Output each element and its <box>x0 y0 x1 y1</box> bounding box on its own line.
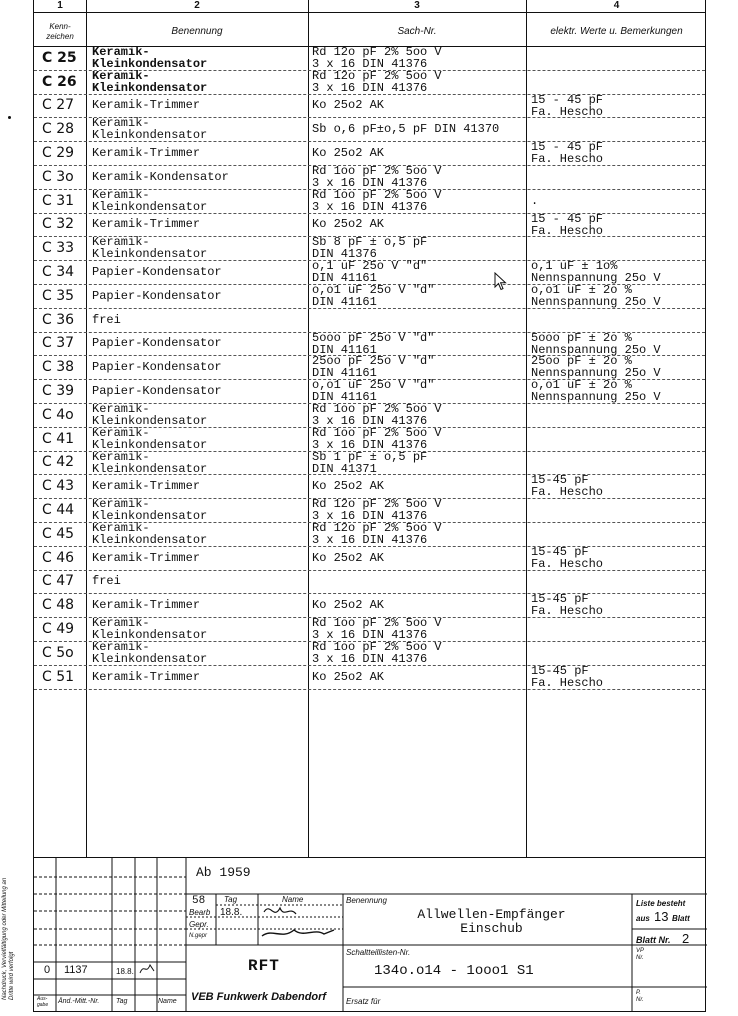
part-number <box>312 355 527 379</box>
column-number-2: 2 <box>194 0 200 11</box>
part-number-line: Rd 12o pF 2% 5oo V <box>312 44 442 59</box>
table-row <box>34 593 705 617</box>
part-remarks-line: Fa. Hescho <box>531 104 604 119</box>
table-row <box>34 617 705 641</box>
part-name-line: Keramik-Trimmer <box>92 669 201 684</box>
part-name <box>92 546 307 570</box>
part-name <box>92 498 307 522</box>
part-number-line: 3 x 16 DIN 41376 <box>312 628 428 643</box>
liste-label-3: Blatt <box>672 914 690 923</box>
part-name-line: Keramik-Trimmer <box>92 146 201 161</box>
part-number-line: Ko 25o2 AK <box>312 98 385 113</box>
part-name <box>92 665 307 689</box>
table-row <box>34 403 705 427</box>
mouse-pointer-icon <box>494 272 508 292</box>
part-remarks-line: Nennspannung 25o V <box>531 271 661 286</box>
company-name: VEB Funkwerk Dabendorf <box>191 991 327 1003</box>
part-remarks <box>531 189 707 213</box>
title-line-2: Einschub <box>460 921 523 936</box>
name-label: Name <box>158 998 177 1005</box>
part-name-line: Keramik- <box>92 520 150 535</box>
part-id: C 46 <box>42 549 75 566</box>
part-number-line: Ko 25o2 AK <box>312 479 385 494</box>
part-number-line: 3 x 16 DIN 41376 <box>312 175 428 190</box>
part-id: C 34 <box>42 264 75 281</box>
part-remarks <box>531 355 707 379</box>
part-number <box>312 70 527 94</box>
part-name-line: frei <box>92 574 121 589</box>
ausgabe-label: Aus- gabe <box>37 996 49 1008</box>
part-name-line: Keramik- <box>92 235 150 250</box>
part-id: C 36 <box>42 311 75 328</box>
part-name <box>92 427 307 451</box>
header-bemerkungen: elektr. Werte u. Bemerkungen <box>550 26 683 37</box>
part-name <box>92 593 307 617</box>
part-name-line: Kleinkondensator <box>92 199 208 214</box>
part-remarks-line: o,o1 uF ± 2o % <box>531 378 632 393</box>
part-id: C 4o <box>42 406 74 423</box>
table-row <box>34 522 705 546</box>
part-name-line: Kleinkondensator <box>92 128 208 143</box>
part-number <box>312 332 527 356</box>
liste-label-2: aus <box>636 914 650 923</box>
part-id: C 29 <box>42 145 75 162</box>
table-row <box>34 284 705 308</box>
column-number-4: 4 <box>613 0 620 11</box>
part-name-line: Papier-Kondensator <box>92 384 222 399</box>
part-number <box>312 427 527 451</box>
part-number-line: Sb 1 pF ± o,5 pF <box>312 449 428 464</box>
header-benennung: Benennung <box>171 26 223 37</box>
part-remarks <box>531 474 707 498</box>
part-name-line: Keramik-Trimmer <box>92 479 201 494</box>
part-name-line: Keramik- <box>92 425 150 440</box>
part-number <box>312 617 527 641</box>
table-row <box>34 236 705 260</box>
part-number-line: Ko 25o2 AK <box>312 669 385 684</box>
gepr-label: Gepr. <box>189 920 209 929</box>
part-remarks <box>531 522 707 546</box>
part-number <box>312 570 527 594</box>
vp-label: VP Nr. <box>636 948 645 961</box>
part-name <box>92 451 307 475</box>
part-name-line: Keramik-Trimmer <box>92 598 201 613</box>
col-name-label: Name <box>282 895 304 904</box>
title-block <box>34 857 707 1012</box>
table-row <box>34 141 705 165</box>
part-name-line: Keramik- <box>92 616 150 631</box>
part-id: C 31 <box>42 192 75 209</box>
part-name-line: Keramik- <box>92 68 150 83</box>
part-number-line: 25oo pF 25o V "d" <box>312 354 435 369</box>
part-name <box>92 46 307 70</box>
part-name <box>92 70 307 94</box>
part-name-line: Keramik- <box>92 497 150 512</box>
part-name <box>92 379 307 403</box>
change-signature <box>138 961 156 977</box>
date-year: 58 <box>192 895 206 907</box>
part-name-line: Kleinkondensator <box>92 461 208 476</box>
part-name-line: Kleinkondensator <box>92 651 208 666</box>
part-number-line: Rd 12o pF 2% 5oo V <box>312 520 442 535</box>
part-remarks-line: . <box>531 193 539 208</box>
part-id: C 38 <box>42 359 75 376</box>
part-number <box>312 665 527 689</box>
title-line-1: Allwellen-Empfänger <box>417 907 566 922</box>
table-row <box>34 665 705 689</box>
part-id: C 41 <box>42 430 75 447</box>
part-name <box>92 522 307 546</box>
liste-count: 13 <box>654 909 669 924</box>
part-name-line: Papier-Kondensator <box>92 336 222 351</box>
rft-logo: RFT <box>248 957 280 975</box>
part-name-line: Keramik- <box>92 44 150 59</box>
part-number-line: 3 x 16 DIN 41376 <box>312 509 428 524</box>
part-name-line: Kleinkondensator <box>92 247 208 262</box>
part-number-line: Rd 12o pF 2% 5oo V <box>312 68 442 83</box>
copyright-side-note-text: Nachdruck, Vervielfältigung oder Mitteilung an Dritte wird verfolgt <box>2 877 15 1000</box>
part-remarks <box>531 593 707 617</box>
part-number-line: 3 x 16 DIN 41376 <box>312 56 428 71</box>
part-remarks-line: Fa. Hescho <box>531 604 604 619</box>
aend-label: Änd.-Mitt.-Nr. <box>58 998 100 1005</box>
table-row <box>34 189 705 213</box>
table-row <box>34 308 705 332</box>
part-name <box>92 260 307 284</box>
part-id: C 28 <box>42 121 75 138</box>
part-number <box>312 498 527 522</box>
part-name-line: Keramik- <box>92 116 150 131</box>
part-number-line: Sb 8 pF ± o,5 pF <box>312 235 428 250</box>
part-number <box>312 141 527 165</box>
part-id: C 49 <box>42 621 75 638</box>
part-name <box>92 284 307 308</box>
part-number-line: DIN 41161 <box>312 271 377 286</box>
part-name <box>92 165 307 189</box>
part-id: C 3o <box>42 168 74 185</box>
part-name-line: Papier-Kondensator <box>92 288 222 303</box>
part-id: C 48 <box>42 597 75 614</box>
norm-label: N.gepr <box>189 933 208 939</box>
copyright-side-note <box>2 870 16 1000</box>
part-number <box>312 308 527 332</box>
part-id: C 32 <box>42 216 75 233</box>
part-id: C 35 <box>42 287 75 304</box>
part-number-line: Ko 25o2 AK <box>312 598 385 613</box>
part-number <box>312 522 527 546</box>
part-remarks <box>531 284 707 308</box>
part-number <box>312 403 527 427</box>
header-kennzeichen: Kenn- zeichen <box>46 22 74 41</box>
part-remarks <box>531 570 707 594</box>
part-name-line: Keramik- <box>92 449 150 464</box>
header-sach-nr: Sach-Nr. <box>397 26 437 37</box>
part-name <box>92 236 307 260</box>
part-name-line: Keramik-Trimmer <box>92 217 201 232</box>
part-remarks-line: 25oo pF ± 2o % <box>531 354 632 369</box>
part-name <box>92 617 307 641</box>
part-name-line: Kleinkondensator <box>92 437 208 452</box>
part-remarks <box>531 308 707 332</box>
part-remarks-line: Nennspannung 25o V <box>531 342 661 357</box>
part-name <box>92 117 307 141</box>
part-name-line: Keramik- <box>92 639 150 654</box>
part-id: C 25 <box>42 49 77 66</box>
part-number-line: 5ooo pF 25o V "d" <box>312 330 435 345</box>
part-remarks-line: 15 - 45 pF <box>531 92 604 107</box>
part-remarks <box>531 451 707 475</box>
part-name-line: Keramik-Kondensator <box>92 169 229 184</box>
blatt-number: 2 <box>682 931 690 946</box>
part-number-line: Ko 25o2 AK <box>312 217 385 232</box>
part-number <box>312 236 527 260</box>
part-number-line: DIN 41161 <box>312 342 377 357</box>
part-remarks <box>531 94 707 118</box>
part-number-line: Rd 1oo pF 2% 5oo V <box>312 401 442 416</box>
part-number-line: o,o1 uF 25o V "d" <box>312 282 435 297</box>
part-remarks <box>531 70 707 94</box>
table-row <box>34 117 705 141</box>
column-number-1: 1 <box>57 0 63 11</box>
part-name <box>92 403 307 427</box>
part-remarks-line: Nennspannung 25o V <box>531 390 661 405</box>
bearb-date: 18.8. <box>220 907 243 918</box>
part-remarks <box>531 260 707 284</box>
table-row <box>34 332 705 356</box>
part-remarks <box>531 332 707 356</box>
part-name-line: Keramik-Trimmer <box>92 98 201 113</box>
table-row <box>34 427 705 451</box>
part-remarks-line: o,1 uF ± 1o% <box>531 259 618 274</box>
part-name <box>92 332 307 356</box>
part-name-line: Kleinkondensator <box>92 532 208 547</box>
part-number-line: o,1 uF 25o V "d" <box>312 259 428 274</box>
part-number <box>312 165 527 189</box>
part-number-line: 3 x 16 DIN 41376 <box>312 651 428 666</box>
table-row <box>34 46 705 70</box>
part-remarks <box>531 213 707 237</box>
part-number <box>312 117 527 141</box>
part-remarks-line: 15-45 pF <box>531 592 589 607</box>
signature-marks <box>260 902 340 946</box>
part-number-line: Ko 25o2 AK <box>312 146 385 161</box>
part-number <box>312 213 527 237</box>
part-name-line: Kleinkondensator <box>92 80 208 95</box>
part-number <box>312 641 527 665</box>
part-name-line: frei <box>92 312 121 327</box>
change-index: 0 <box>44 964 51 976</box>
change-number: 1137 <box>64 964 88 976</box>
part-id: C 47 <box>42 573 75 590</box>
table-row <box>34 355 705 379</box>
table-row <box>34 570 705 594</box>
part-remarks <box>531 546 707 570</box>
part-remarks <box>531 427 707 451</box>
part-name <box>92 355 307 379</box>
part-number-line: 3 x 16 DIN 41376 <box>312 80 428 95</box>
parts-list-sheet <box>33 0 706 1012</box>
table-row <box>34 451 705 475</box>
change-day: 18.8. <box>116 967 134 976</box>
part-number <box>312 451 527 475</box>
column-number-3: 3 <box>414 0 420 11</box>
part-name <box>92 141 307 165</box>
table-row <box>34 546 705 570</box>
part-remarks-line: 5ooo pF ± 2o % <box>531 330 632 345</box>
p-label: P. Nr. <box>636 990 644 1003</box>
part-id: C 37 <box>42 335 75 352</box>
blatt-label: Blatt Nr. <box>636 935 671 945</box>
part-id: C 39 <box>42 383 75 400</box>
part-remarks-line: 15 - 45 pF <box>531 140 604 155</box>
part-remarks-line: 15-45 pF <box>531 473 589 488</box>
part-number <box>312 94 527 118</box>
part-number <box>312 546 527 570</box>
part-name-line: Keramik-Trimmer <box>92 550 201 565</box>
part-name <box>92 474 307 498</box>
part-number <box>312 474 527 498</box>
liste-label-1: Liste besteht <box>636 899 686 908</box>
part-remarks-line: 15-45 pF <box>531 663 589 678</box>
part-remarks-line: Fa. Hescho <box>531 485 604 500</box>
part-remarks <box>531 641 707 665</box>
part-remarks <box>531 165 707 189</box>
part-remarks <box>531 665 707 689</box>
part-id: C 5o <box>42 644 74 661</box>
table-row <box>34 70 705 94</box>
part-name <box>92 94 307 118</box>
part-number <box>312 46 527 70</box>
tag-label: Tag <box>116 998 128 1005</box>
part-name-line: Kleinkondensator <box>92 509 208 524</box>
table-row <box>34 379 705 403</box>
part-number-line: DIN 41376 <box>312 247 377 262</box>
part-number-line: Rd 1oo pF 2% 5oo V <box>312 163 442 178</box>
part-name-line: Papier-Kondensator <box>92 265 222 280</box>
part-number <box>312 593 527 617</box>
part-remarks-line: o,o1 uF ± 2o % <box>531 282 632 297</box>
part-remarks <box>531 236 707 260</box>
part-name <box>92 189 307 213</box>
part-number-line: 3 x 16 DIN 41376 <box>312 199 428 214</box>
schaltteilliste-label: Schaltteillisten-Nr. <box>346 948 411 957</box>
part-remarks <box>531 498 707 522</box>
part-name <box>92 308 307 332</box>
schaltteilliste-nr: 134o.o14 - 1ooo1 S1 <box>374 963 534 979</box>
part-number-line: Rd 1oo pF 2% 5oo V <box>312 616 442 631</box>
row-divider <box>34 689 705 690</box>
part-id: C 44 <box>42 502 75 519</box>
part-name <box>92 641 307 665</box>
part-number-line: Rd 1oo pF 2% 5oo V <box>312 187 442 202</box>
ersatz-label: Ersatz für <box>346 997 381 1006</box>
table-row <box>34 474 705 498</box>
part-id: C 42 <box>42 454 75 471</box>
part-number-line: Rd 1oo pF 2% 5oo V <box>312 425 442 440</box>
part-number-line: 3 x 16 DIN 41376 <box>312 532 428 547</box>
table-row <box>34 165 705 189</box>
table-row <box>34 641 705 665</box>
benennung-label: Benennung <box>346 896 387 905</box>
part-remarks <box>531 141 707 165</box>
part-number-line: DIN 41371 <box>312 461 377 476</box>
part-number <box>312 379 527 403</box>
part-remarks-line: Nennspannung 25o V <box>531 366 661 381</box>
part-number-line: Ko 25o2 AK <box>312 550 385 565</box>
part-remarks-line: 15-45 pF <box>531 544 589 559</box>
divider <box>34 12 705 13</box>
part-id: C 26 <box>42 73 77 90</box>
margin-dot <box>8 116 11 119</box>
part-number-line: 3 x 16 DIN 41376 <box>312 413 428 428</box>
part-number-line: 3 x 16 DIN 41376 <box>312 437 428 452</box>
part-id: C 33 <box>42 240 75 257</box>
revision-stamp: Ab 1959 <box>196 865 251 880</box>
part-id: C 45 <box>42 525 75 542</box>
part-id: C 27 <box>42 97 75 114</box>
part-name-line: Keramik- <box>92 401 150 416</box>
part-id: C 43 <box>42 478 75 495</box>
part-name-line: Keramik- <box>92 187 150 202</box>
part-name-line: Kleinkondensator <box>92 56 208 71</box>
part-name <box>92 213 307 237</box>
part-number-line: DIN 41161 <box>312 366 377 381</box>
part-number-line: Sb o,6 pF±o,5 pF DIN 41370 <box>312 122 500 137</box>
part-remarks <box>531 403 707 427</box>
part-remarks <box>531 617 707 641</box>
part-name <box>92 570 307 594</box>
part-remarks-line: 15 - 45 pF <box>531 211 604 226</box>
part-remarks-line: Fa. Hescho <box>531 556 604 571</box>
col-tag-label: Tag <box>224 895 238 904</box>
part-number <box>312 189 527 213</box>
part-remarks-line: Fa. Hescho <box>531 223 604 238</box>
table-row <box>34 213 705 237</box>
part-remarks <box>531 379 707 403</box>
table-row <box>34 94 705 118</box>
table-row <box>34 260 705 284</box>
part-remarks <box>531 117 707 141</box>
part-remarks-line: Nennspannung 25o V <box>531 294 661 309</box>
part-name-line: Papier-Kondensator <box>92 360 222 375</box>
bearb-label: Bearb <box>189 908 211 917</box>
part-remarks <box>531 46 707 70</box>
part-number-line: o,o1 uF 25o V "d" <box>312 378 435 393</box>
part-number-line: Rd 1oo pF 2% 5oo V <box>312 639 442 654</box>
part-remarks-line: Fa. Hescho <box>531 675 604 690</box>
part-name-line: Kleinkondensator <box>92 413 208 428</box>
part-number-line: DIN 41161 <box>312 294 377 309</box>
part-remarks-line: Fa. Hescho <box>531 152 604 167</box>
part-number-line: DIN 41161 <box>312 390 377 405</box>
table-row <box>34 498 705 522</box>
part-id: C 51 <box>42 668 75 685</box>
part-name-line: Kleinkondensator <box>92 628 208 643</box>
part-number-line: Rd 12o pF 2% 5oo V <box>312 497 442 512</box>
